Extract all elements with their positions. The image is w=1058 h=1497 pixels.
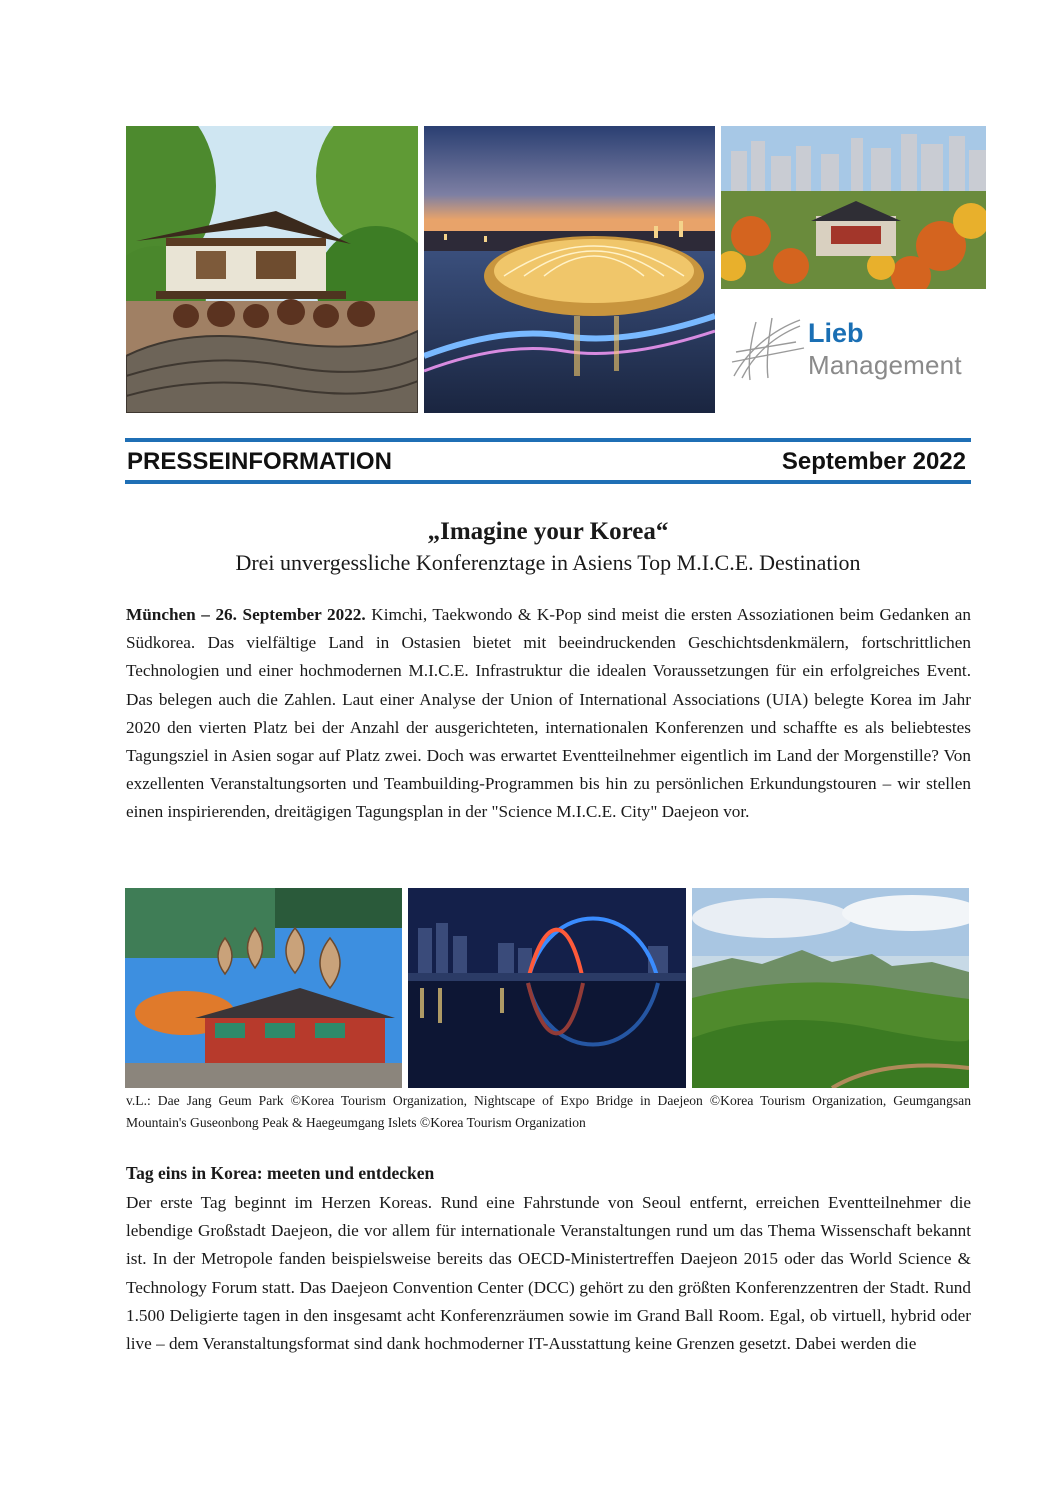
lieb-management-logo — [728, 314, 986, 384]
photo-dae-jang-geum-park — [125, 888, 402, 1088]
logo-text-management: Management — [808, 350, 962, 380]
intro-paragraph — [126, 601, 971, 827]
header-rule-bottom — [125, 480, 971, 484]
dateline: München – 26. September 2022. — [126, 605, 366, 624]
header-label: PRESSEINFORMATION — [127, 448, 392, 475]
logo-globe-icon — [728, 314, 808, 384]
photo-caption: v.L.: Dae Jang Geum Park ©Korea Tourism Organization, Nightscape of Expo Bridge in Daejeon ©Korea Tourism Organization, Geumgangsan Mountain's Guseonbong Peak & Haegeumgang Islets ©Korea Tourism Organization — [126, 1093, 971, 1130]
photo-geumgangsan-mountain — [692, 888, 969, 1088]
photo-floating-island-night — [424, 126, 715, 413]
page-title: „Imagine your Korea“ — [427, 518, 669, 545]
section-paragraph: Der erste Tag beginnt im Herzen Koreas. Rund eine Fahrstunde von Seoul entfernt, erreichen Eventteilnehmer die lebendige Großstadt Daejeon, die vor allem für internationale Veranstaltungen rund um das Thema Wissenschaft bekannt ist. In der Metropole fanden beispielsweise bereits das OECD-Ministertreffen Daejeon 2015 oder das World Science & Technology Forum statt. Das Daejeon Convention Center (DCC) gehört zu den größten Konferenzzentren der Stadt. Rund 1.500 Deligierte tagen in den insgesamt acht Konferenzräumen sowie im Grand Ball Room. Egal, ob virtuell, hybrid oder live – dem Veranstaltungsformat sind dank hochmoderner IT-Ausstattung keine Grenzen gesetzt. Dabei werden die — [126, 1193, 971, 1354]
header-date: September 2022 — [781, 448, 966, 475]
page-subtitle: Drei unvergessliche Konferenztage in Asiens Top M.I.C.E. Destination — [235, 550, 861, 575]
section-heading: Tag eins in Korea: meeten und entdecken — [126, 1163, 435, 1183]
photo-palace-city-autumn — [721, 126, 986, 289]
header-rule-top — [125, 438, 971, 442]
logo-text-lieb: Lieb — [808, 318, 864, 348]
photo-expo-bridge-night — [408, 888, 686, 1088]
photo-hanok-pavilion — [126, 126, 418, 413]
intro-body: Kimchi, Taekwondo & K-Pop sind meist die ersten Assoziationen beim Gedanken an Südkorea. Das vielfältige Land in Ostasien bietet mit beeindruckenden Geschichtsdenkmälern, fortschrittlichen Technologien und einer hochmodernen M.I.C.E. Infrastruktur die idealen Voraussetzungen für ein erfolgreiches Event. Das belegen auch die Zahlen. Laut einer Analyse der Union of International Associations (UIA) belegte Korea im Jahr 2020 den vierten Platz bei der Anzahl der ausgerichteten, internationalen Konferenzen und schaffte es als beliebtestes Tagungsziel in Asien sogar auf Platz zwei. Doch was erwartet Eventteilnehmer eigentlich im Land der Morgenstille? Von exzellenten Veranstaltungsorten und Teambuilding-Programmen bis hin zu persönlichen Erkundungstouren – wir stellen einen inspirierenden, dreitägigen Tagungsplan in der "Science M.I.C.E. City" Daejeon vor. — [126, 605, 971, 822]
